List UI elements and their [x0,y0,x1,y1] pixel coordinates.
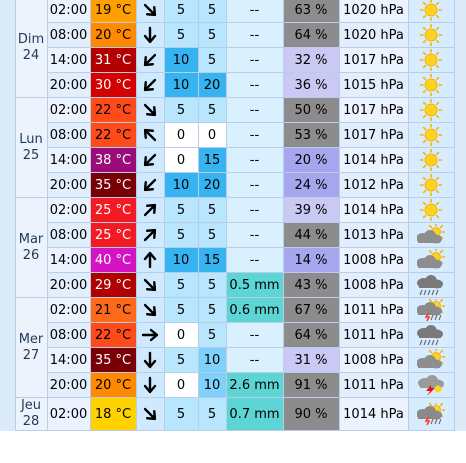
wind-gust-cell: 10 [198,348,226,373]
row-edge-right [454,248,466,273]
wind-direction-cell [136,248,164,273]
weather-icon-cell [408,223,454,248]
wind-speed-cell: 5 [164,348,198,373]
wind-gust-cell: 15 [198,248,226,273]
wind-direction-cell [136,48,164,73]
wind-arrow-s-icon [141,376,159,394]
rain-cell: -- [226,173,283,198]
sun-icon [417,99,445,121]
wind-gust-cell: 0 [198,123,226,148]
wind-direction-cell [136,23,164,48]
row-edge-right [454,398,466,431]
row-edge-right [454,0,466,23]
humidity-cell: 39 % [283,198,339,223]
forecast-row [0,148,466,173]
row-edge [0,23,15,48]
temperature-cell: 40 °C [90,248,136,273]
wind-speed-cell: 5 [164,223,198,248]
humidity-cell: 24 % [283,173,339,198]
wind-gust-cell: 20 [198,73,226,98]
humidity-cell: 14 % [283,248,339,273]
wind-speed-cell: 10 [164,48,198,73]
temperature-cell: 21 °C [90,298,136,323]
wind-gust-cell: 5 [198,323,226,348]
weather-icon-cell [408,348,454,373]
day-date: 26 [22,247,40,263]
day-label [15,0,47,98]
forecast-row [0,198,466,223]
wind-arrow-se-icon [141,405,159,423]
wind-arrow-n-icon [141,251,159,269]
forecast-row [0,273,466,298]
wind-gust-cell: 5 [198,273,226,298]
rain-cell: -- [226,323,283,348]
row-edge-right [454,98,466,123]
row-edge-right [454,48,466,73]
storm-sun-icon [417,403,445,425]
row-edge [0,73,15,98]
temperature-cell: 20 °C [90,23,136,48]
rain-cell: -- [226,73,283,98]
temperature-cell: 35 °C [90,173,136,198]
wind-gust-cell: 10 [198,373,226,398]
wind-arrow-nw-icon [141,126,159,144]
pressure-cell: 1017 hPa [339,123,408,148]
cloud-sun-icon [417,349,445,371]
temperature-cell: 31 °C [90,48,136,73]
temperature-cell: 25 °C [90,223,136,248]
humidity-cell: 91 % [283,373,339,398]
wind-speed-cell: 5 [164,98,198,123]
row-edge-right [454,373,466,398]
day-name: Jeu [20,398,42,413]
forecast-row [0,73,466,98]
wind-speed-cell: 5 [164,23,198,48]
rain-cell: -- [226,98,283,123]
row-edge-right [454,273,466,298]
humidity-cell: 67 % [283,298,339,323]
humidity-cell: 20 % [283,148,339,173]
wind-speed-cell: 0 [164,373,198,398]
wind-direction-cell [136,98,164,123]
wind-direction-cell [136,398,164,431]
day-date: 27 [22,347,40,363]
weather-icon-cell [408,273,454,298]
wind-speed-cell: 0 [164,323,198,348]
weather-icon-cell [408,73,454,98]
humidity-cell: 63 % [283,0,339,23]
wind-direction-cell [136,373,164,398]
wind-gust-cell: 5 [198,398,226,431]
row-edge-right [454,173,466,198]
weather-icon-cell [408,298,454,323]
pressure-cell: 1008 hPa [339,273,408,298]
wind-arrow-e-icon [141,326,159,344]
forecast-row [0,373,466,398]
day-date: 25 [22,147,40,163]
wind-direction-cell [136,273,164,298]
temperature-cell: 22 °C [90,123,136,148]
pressure-cell: 1011 hPa [339,373,408,398]
time-cell: 14:00 [47,48,90,73]
temperature-cell: 18 °C [90,398,136,431]
row-edge [0,148,15,173]
wind-arrow-sw-icon [141,151,159,169]
rain-cell: -- [226,248,283,273]
wind-gust-cell: 5 [198,98,226,123]
time-cell: 14:00 [47,248,90,273]
day-name: Dim [17,31,45,47]
wind-direction-cell [136,198,164,223]
time-cell: 02:00 [47,0,90,23]
humidity-cell: 64 % [283,323,339,348]
cloud-sun-icon [417,249,445,271]
storm-sun-icon [417,299,445,321]
wind-direction-cell [136,223,164,248]
temperature-cell: 20 °C [90,373,136,398]
weather-icon-cell [408,148,454,173]
forecast-row [0,398,466,431]
wind-gust-cell: 5 [198,23,226,48]
wind-speed-cell: 5 [164,298,198,323]
temperature-cell: 19 °C [90,0,136,23]
day-label [15,398,47,431]
humidity-cell: 44 % [283,223,339,248]
pressure-cell: 1013 hPa [339,223,408,248]
row-edge [0,348,15,373]
day-label [15,298,47,398]
pressure-cell: 1011 hPa [339,323,408,348]
row-edge [0,48,15,73]
row-edge-right [454,198,466,223]
humidity-cell: 32 % [283,48,339,73]
row-edge [0,248,15,273]
humidity-cell: 90 % [283,398,339,431]
sun-icon [417,124,445,146]
row-edge [0,173,15,198]
row-edge-right [454,348,466,373]
wind-direction-cell [136,123,164,148]
rain-cloud-icon [417,274,445,296]
rain-cell: -- [226,348,283,373]
humidity-cell: 36 % [283,73,339,98]
rain-cell: -- [226,23,283,48]
wind-arrow-s-icon [141,351,159,369]
forecast-row [0,48,466,73]
pressure-cell: 1011 hPa [339,298,408,323]
rain-cell: 0.6 mm [226,298,283,323]
wind-arrow-se-icon [141,301,159,319]
row-edge [0,398,15,431]
temperature-cell: 25 °C [90,198,136,223]
wind-arrow-se-icon [141,1,159,19]
rain-cell: -- [226,48,283,73]
forecast-row [0,223,466,248]
humidity-cell: 64 % [283,23,339,48]
wind-direction-cell [136,73,164,98]
weather-icon-cell [408,123,454,148]
wind-direction-cell [136,323,164,348]
rain-cell: 0.5 mm [226,273,283,298]
weather-icon-cell [408,373,454,398]
wind-gust-cell: 5 [198,0,226,23]
rain-cell: -- [226,0,283,23]
row-edge [0,298,15,323]
pressure-cell: 1020 hPa [339,0,408,23]
sun-icon [417,49,445,71]
temperature-cell: 22 °C [90,323,136,348]
day-name: Lun [19,131,43,147]
row-edge-right [454,23,466,48]
row-edge-right [454,323,466,348]
time-cell: 08:00 [47,323,90,348]
pressure-cell: 1008 hPa [339,348,408,373]
forecast-row [0,98,466,123]
time-cell: 14:00 [47,148,90,173]
wind-speed-cell: 5 [164,398,198,431]
time-cell: 08:00 [47,23,90,48]
time-cell: 02:00 [47,398,90,431]
pressure-cell: 1012 hPa [339,173,408,198]
thunder-icon [417,374,445,396]
day-date: 28 [22,414,40,429]
forecast-row [0,23,466,48]
row-edge [0,223,15,248]
humidity-cell: 31 % [283,348,339,373]
rain-cell: -- [226,198,283,223]
pressure-cell: 1017 hPa [339,48,408,73]
row-edge [0,123,15,148]
wind-speed-cell: 5 [164,0,198,23]
wind-arrow-ne-icon [141,226,159,244]
time-cell: 14:00 [47,348,90,373]
pressure-cell: 1014 hPa [339,148,408,173]
wind-arrow-sw-icon [141,76,159,94]
rain-cell: -- [226,148,283,173]
sun-icon [417,0,445,21]
wind-arrow-sw-icon [141,51,159,69]
rain-cell: 2.6 mm [226,373,283,398]
wind-gust-cell: 5 [198,198,226,223]
temperature-cell: 22 °C [90,98,136,123]
forecast-row [0,323,466,348]
forecast-row [0,0,466,23]
temperature-cell: 38 °C [90,148,136,173]
row-edge [0,198,15,223]
wind-arrow-s-icon [141,26,159,44]
humidity-cell: 43 % [283,273,339,298]
sun-icon [417,149,445,171]
sun-icon [417,174,445,196]
forecast-row [0,248,466,273]
pressure-cell: 1015 hPa [339,73,408,98]
time-cell: 02:00 [47,198,90,223]
humidity-cell: 50 % [283,98,339,123]
row-edge [0,0,15,23]
rain-cell: 0.7 mm [226,398,283,431]
wind-gust-cell: 15 [198,148,226,173]
wind-speed-cell: 5 [164,273,198,298]
row-edge-right [454,298,466,323]
pressure-cell: 1020 hPa [339,23,408,48]
rain-cell: -- [226,123,283,148]
weather-icon-cell [408,323,454,348]
wind-speed-cell: 10 [164,73,198,98]
row-edge-right [454,123,466,148]
time-cell: 02:00 [47,298,90,323]
day-label [15,98,47,198]
sun-icon [417,24,445,46]
wind-direction-cell [136,148,164,173]
time-cell: 20:00 [47,273,90,298]
day-date: 24 [22,47,40,63]
weather-icon-cell [408,248,454,273]
weather-icon-cell [408,98,454,123]
wind-arrow-se-icon [141,276,159,294]
wind-arrow-se-icon [141,101,159,119]
day-label [15,198,47,298]
time-cell: 20:00 [47,73,90,98]
cloud-sun-icon [417,224,445,246]
weather-icon-cell [408,48,454,73]
time-cell: 20:00 [47,173,90,198]
pressure-cell: 1008 hPa [339,248,408,273]
wind-direction-cell [136,348,164,373]
row-edge [0,273,15,298]
forecast-row [0,173,466,198]
temperature-cell: 35 °C [90,348,136,373]
time-cell: 08:00 [47,123,90,148]
time-cell: 02:00 [47,98,90,123]
weather-icon-cell [408,398,454,431]
row-edge-right [454,73,466,98]
pressure-cell: 1017 hPa [339,98,408,123]
sun-icon [417,74,445,96]
time-cell: 08:00 [47,223,90,248]
wind-speed-cell: 0 [164,123,198,148]
row-edge [0,373,15,398]
wind-gust-cell: 5 [198,48,226,73]
weather-icon-cell [408,198,454,223]
rain-cell: -- [226,223,283,248]
row-edge-right [454,148,466,173]
wind-direction-cell [136,173,164,198]
day-name: Mar [18,231,44,247]
rain-cloud-icon [417,324,445,346]
wind-speed-cell: 5 [164,198,198,223]
wind-direction-cell [136,0,164,23]
row-edge-right [454,223,466,248]
time-cell: 20:00 [47,373,90,398]
wind-gust-cell: 5 [198,223,226,248]
wind-gust-cell: 5 [198,298,226,323]
weather-icon-cell [408,23,454,48]
temperature-cell: 30 °C [90,73,136,98]
weather-icon-cell [408,173,454,198]
temperature-cell: 29 °C [90,273,136,298]
wind-arrow-ne-icon [141,201,159,219]
sun-icon [417,199,445,221]
pressure-cell: 1014 hPa [339,198,408,223]
weather-icon-cell [408,0,454,23]
wind-gust-cell: 20 [198,173,226,198]
wind-speed-cell: 0 [164,148,198,173]
forecast-row [0,298,466,323]
wind-direction-cell [136,298,164,323]
pressure-cell: 1014 hPa [339,398,408,431]
forecast-row [0,123,466,148]
day-name: Mer [18,331,44,347]
wind-arrow-sw-icon [141,176,159,194]
wind-speed-cell: 10 [164,248,198,273]
forecast-row [0,348,466,373]
row-edge [0,323,15,348]
humidity-cell: 53 % [283,123,339,148]
row-edge [0,98,15,123]
wind-speed-cell: 10 [164,173,198,198]
